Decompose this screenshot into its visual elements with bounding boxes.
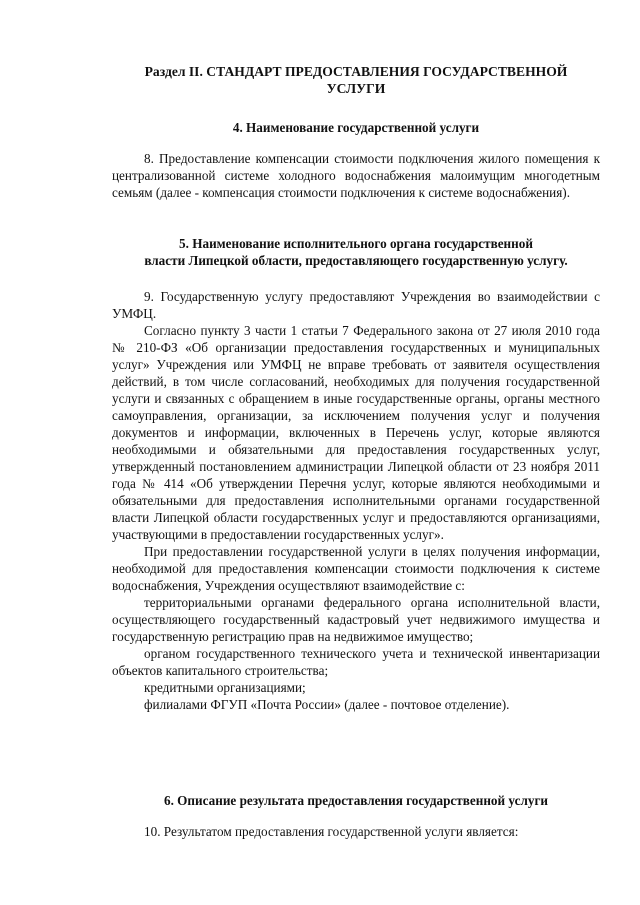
paragraph-9-law-reference: Согласно пункту 3 части 1 статьи 7 Федерального закона от 27 июля 2010 года № 210-ФЗ «Об организации предоставления государственных и муниципальных услуг» Учреждения или УМФЦ не вправе требовать от заявителя осуществления действий, в том числе согласований, необходимых для получения государственной услуги и связанных с обращением в иные государственные органы, органы местного самоуправления, организации, за исключением получения услуг и получения документов и информации, включенных в Перечень услуг, которые являются необходимыми и обязательными для предоставления государственных услуг, утвержденный постановлением администрации Липецкой области от 23 ноября 2011 года № 414 «Об утверждении Перечня услуг, которые являются необходимыми и обязательными для предоставления исполнительными органами государственной власти Липецкой области государственных услуг и предоставляются организациями, участвующими в предоставлении государственных услуг». xyxy=(112,323,600,542)
section-title-line2: УСЛУГИ xyxy=(326,81,386,96)
heading-5-line1: 5. Наименование исполнительного органа государственной xyxy=(179,236,533,251)
paragraph-9: 9. Государственную услугу предоставляют Учреждения во взаимодействии с УМФЦ. xyxy=(112,289,600,321)
section-title-line1: Раздел II. СТАНДАРТ ПРЕДОСТАВЛЕНИЯ ГОСУДАРСТВЕННОЙ xyxy=(144,64,568,79)
section-title xyxy=(112,63,600,97)
heading-5 xyxy=(112,235,600,269)
interaction-item-cadastre: территориальными органами федерального органа исполнительной власти, осуществляющего государственный кадастровый учет недвижимого имущества и государственную регистрацию прав на недвижимое имущество; xyxy=(112,595,600,644)
heading-5-line2: власти Липецкой области, предоставляющего государственную услугу. xyxy=(144,253,568,268)
interaction-item-credit-organizations: кредитными организациями; xyxy=(144,680,306,695)
interaction-item-technical-inventory: органом государственного технического учета и технической инвентаризации объектов капитального строительства; xyxy=(112,646,600,678)
section-5-body xyxy=(112,288,600,713)
interaction-item-post-office: филиалами ФГУП «Почта России» (далее - почтовое отделение). xyxy=(144,697,510,712)
paragraph-9-interaction: При предоставлении государственной услуги в целях получения информации, необходимой для предоставления компенсации стоимости подключения к системе водоснабжения, Учреждения осуществляют взаимодействие с: xyxy=(112,544,600,593)
paragraph-10: 10. Результатом предоставления государственной услуги является: xyxy=(144,824,519,839)
heading-6: 6. Описание результата предоставления государственной услуги xyxy=(163,793,549,808)
heading-4: 4. Наименование государственной услуги xyxy=(232,120,480,135)
paragraph-8: 8. Предоставление компенсации стоимости подключения жилого помещения к централизованной системе холодного водоснабжения малоимущим многодетным семьям (далее - компенсация стоимости подключения к системе водоснабжения). xyxy=(112,151,600,200)
